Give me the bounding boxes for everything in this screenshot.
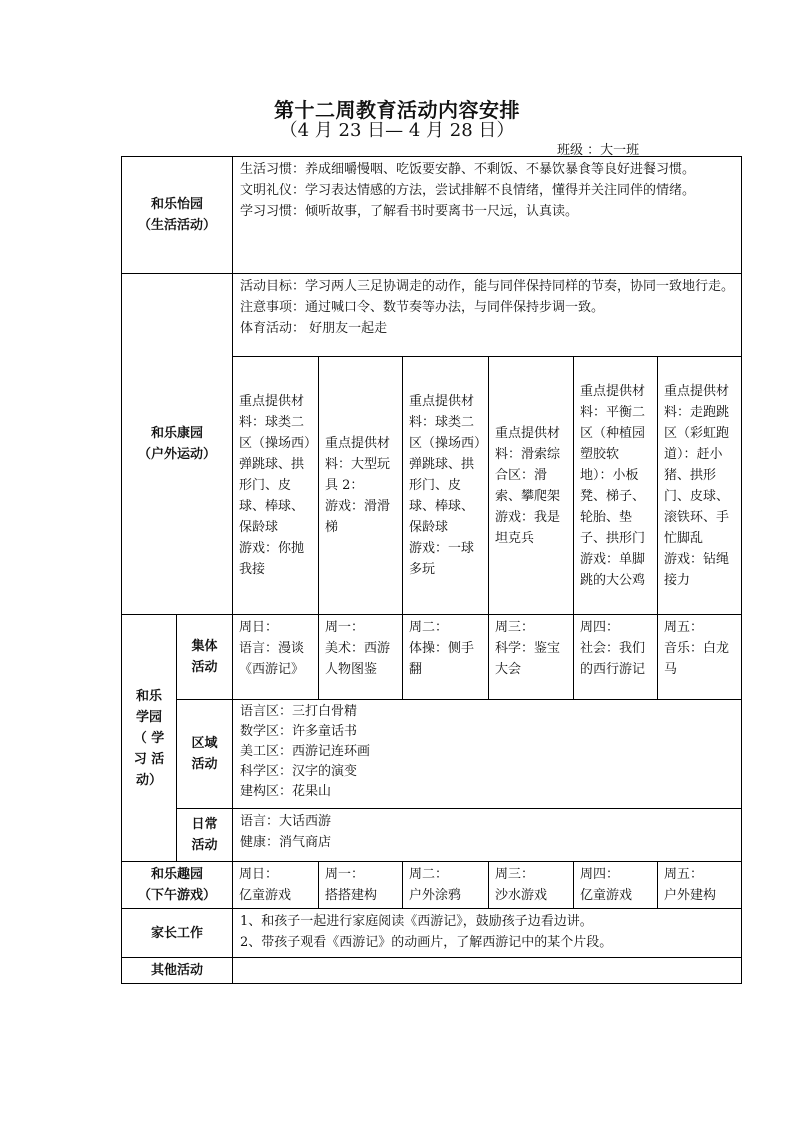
outdoor-line: 活动目标：学习两人三足协调走的动作，能与同伴保持同样的节奏，协同一致地行走。 bbox=[240, 279, 735, 294]
row-study-daily bbox=[122, 809, 742, 862]
parents-header: 家长工作 bbox=[122, 909, 233, 958]
fun-col-fri: 周五： 户外建构 bbox=[658, 862, 742, 909]
outdoor-col-tue: 重点提供材料：球类二区（操场西）弹跳球、拱形门、皮球、棒球、保龄球 游戏：一球多玩 bbox=[403, 357, 489, 615]
area-content bbox=[233, 700, 742, 809]
life-line: 文明礼仪：学习表达情感的方法，尝试排解不良情绪，懂得并关注同伴的情绪。 bbox=[240, 183, 696, 198]
group-col-wed: 周三： 科学：鉴宝大会 bbox=[489, 615, 574, 700]
outdoor-line: 体育活动： 好朋友一起走 bbox=[240, 321, 388, 336]
area-line: 数学区：许多童话书 bbox=[240, 724, 358, 739]
daily-label: 日常 活动 bbox=[177, 809, 233, 862]
other-header: 其他活动 bbox=[122, 958, 233, 984]
fun-col-sun: 周日： 亿童游戏 bbox=[233, 862, 319, 909]
outdoor-col-wed: 重点提供材料：滑索综合区：滑索、攀爬架 游戏：我是坦克兵 bbox=[489, 357, 574, 615]
parents-line: 1、和孩子一起进行家庭阅读《西游记》，鼓励孩子边看边讲。 bbox=[240, 914, 593, 929]
date-range: （4 月 23 日— 4 月 28 日） bbox=[279, 120, 515, 141]
outdoor-col-fri: 重点提供材料：走跑跳区（彩虹跑道）：赶小猪、拱形门、皮球、滚铁环、手忙脚乱 游戏：钻绳接力 bbox=[658, 357, 742, 615]
outdoor-line: 注意事项：通过喊口令、数节奏等办法，与同伴保持步调一致。 bbox=[240, 300, 605, 315]
area-line: 科学区：汉字的演变 bbox=[240, 764, 358, 779]
area-label: 区域 活动 bbox=[177, 700, 233, 809]
row-study-area bbox=[122, 700, 742, 809]
outdoor-col-thu: 重点提供材料：平衡二区（种植园塑胶软地）：小板凳、梯子、轮胎、垫子、拱形门 游戏：单脚跳的大公鸡 bbox=[574, 357, 658, 615]
group-col-thu: 周四： 社会：我们的西行游记 bbox=[574, 615, 658, 700]
group-col-mon: 周一： 美术：西游人物图鉴 bbox=[319, 615, 403, 700]
outdoor-col-mon: 重点提供材料：大型玩具 2： 游戏：滑滑梯 bbox=[319, 357, 403, 615]
other-content bbox=[233, 958, 742, 984]
outdoor-col-sun: 重点提供材料：球类二区（操场西）弹跳球、拱形门、皮球、棒球、保龄球 游戏：你抛我接 bbox=[233, 357, 319, 615]
page-title: 第十二周教育活动内容安排 bbox=[274, 98, 520, 122]
fun-col-mon: 周一： 搭搭建构 bbox=[319, 862, 403, 909]
row-fun bbox=[122, 862, 742, 909]
row-other bbox=[122, 958, 742, 984]
row-life bbox=[122, 157, 742, 274]
daily-line: 健康：消气商店 bbox=[240, 835, 332, 850]
area-line: 美工区：西游记连环画 bbox=[240, 744, 371, 759]
parents-line: 2、带孩子观看《西游记》的动画片，了解西游记中的某个片段。 bbox=[240, 935, 613, 950]
outdoor-content bbox=[233, 274, 742, 357]
group-col-tue: 周二： 体操：侧手翻 bbox=[403, 615, 489, 700]
daily-content bbox=[233, 809, 742, 862]
row-outdoor-goals bbox=[122, 274, 742, 357]
area-line: 建构区：花果山 bbox=[240, 784, 332, 799]
daily-line: 语言：大话西游 bbox=[240, 814, 332, 829]
group-label: 集体 活动 bbox=[177, 615, 233, 700]
outdoor-header: 和乐康园 （户外运动） bbox=[122, 274, 233, 615]
parents-content bbox=[233, 909, 742, 958]
fun-col-wed: 周三： 沙水游戏 bbox=[489, 862, 574, 909]
life-line: 学习习惯：倾听故事，了解看书时要离书一尺远，认真读。 bbox=[240, 204, 579, 219]
group-col-sun: 周日： 语言：漫谈《西游记》 bbox=[233, 615, 319, 700]
row-study-group bbox=[122, 615, 742, 700]
life-header: 和乐怡园 （生活活动） bbox=[122, 157, 233, 274]
area-line: 语言区：三打白骨精 bbox=[240, 704, 358, 719]
fun-col-tue: 周二： 户外涂鸦 bbox=[403, 862, 489, 909]
life-line: 生活习惯：养成细嚼慢咽、吃饭要安静、不剩饭、不暴饮暴食等良好进餐习惯。 bbox=[240, 162, 696, 177]
study-header: 和乐 学园 （ 学 习 活 动） bbox=[122, 615, 177, 862]
class-label: 班级 ：大一班 bbox=[557, 143, 640, 158]
fun-col-thu: 周四： 亿童游戏 bbox=[574, 862, 658, 909]
schedule-table bbox=[121, 156, 742, 984]
row-parents bbox=[122, 909, 742, 958]
group-col-fri: 周五： 音乐：白龙马 bbox=[658, 615, 742, 700]
fun-header: 和乐趣园 （下午游戏） bbox=[122, 862, 233, 909]
life-content bbox=[233, 157, 742, 274]
